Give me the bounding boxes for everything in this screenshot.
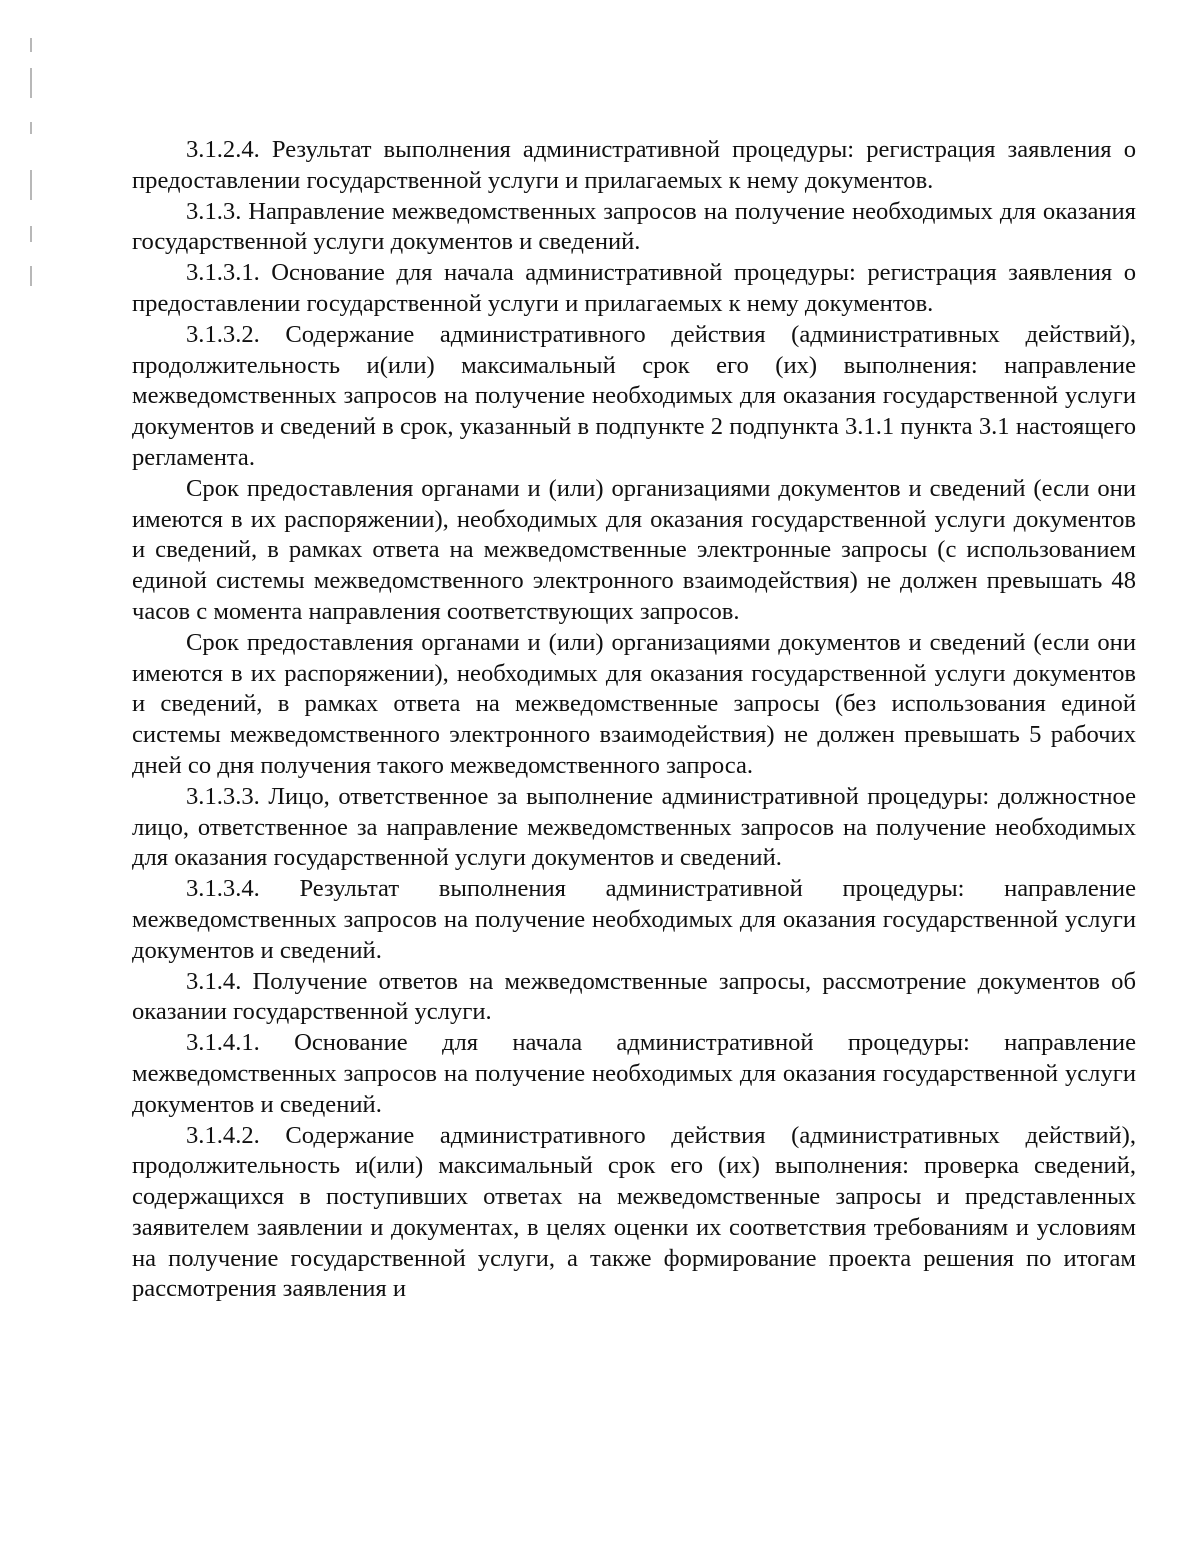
paragraph-3-1-3-4: 3.1.3.4. Результат выполнения административной процедуры: направление межведомственных запросов на получение необходимых для оказания государственной услуги документов и сведений. [132, 875, 1136, 964]
paragraph-3-1-2-4: 3.1.2.4. Результат выполнения административной процедуры: регистрация заявления о предоставлении государственной услуги и прилагаемых к нему документов. [132, 136, 1136, 194]
paragraph-3-1-4-2: 3.1.4.2. Содержание административного действия (административных действий), продолжительность и(или) максимальный срок его (их) выполнения: проверка сведений, содержащихся в поступивших ответах на межведомственные запросы и представленных заявителем заявлении и документах, в целях оценки их соответствия требованиям и условиям на получение государственной услуги, а также формирование проекта решения по итогам рассмотрения заявления и [132, 1121, 1136, 1303]
scan-binding-marks [30, 30, 34, 300]
paragraph-3-1-3-3: 3.1.3.3. Лицо, ответственное за выполнение административной процедуры: должностное лицо, ответственное за направление межведомственных запросов на получение необходимых для оказания государственной услуги документов и сведений. [132, 782, 1136, 872]
paragraph-term-electronic-requests: Срок предоставления органами и (или) организациями документов и сведений (если они имеются в их распоряжении), необходимых для оказания государственной услуги документов и сведений, в рамках ответа на межведомственные электронные запросы (с использованием единой системы межведомственного электронного взаимодействия) не должен превышать 48 часов с момента направления соответствующих запросов. [132, 474, 1136, 625]
paragraph-3-1-3: 3.1.3. Направление межведомственных запросов на получение необходимых для оказания государственной услуги документов и сведений. [132, 197, 1136, 256]
paragraph-3-1-3-1: 3.1.3.1. Основание для начала административной процедуры: регистрация заявления о предоставлении государственной услуги и прилагаемых к нему документов. [132, 259, 1136, 317]
paragraph-3-1-4-1: 3.1.4.1. Основание для начала административной процедуры: направление межведомственных запросов на получение необходимых для оказания государственной услуги документов и сведений. [132, 1029, 1136, 1118]
paragraph-term-non-electronic-requests: Срок предоставления органами и (или) организациями документов и сведений (если они имеются в их распоряжении), необходимых для оказания государственной услуги документов и сведений, в рамках ответа на межведомственные запросы (без использования единой системы межведомственного электронного взаимодействия) не должен превышать 5 рабочих дней со дня получения такого межведомственного запроса. [132, 628, 1136, 779]
paragraph-3-1-4: 3.1.4. Получение ответов на межведомственные запросы, рассмотрение документов об оказании государственной услуги. [132, 967, 1136, 1026]
paragraph-3-1-3-2: 3.1.3.2. Содержание административного действия (административных действий), продолжительность и(или) максимальный срок его (их) выполнения: направление межведомственных запросов на получение необходимых для оказания государственной услуги документов и сведений в срок, указанный в подпункте 2 подпункта 3.1.1 пункта 3.1 настоящего регламента. [132, 320, 1136, 471]
document-body [132, 135, 1136, 1305]
